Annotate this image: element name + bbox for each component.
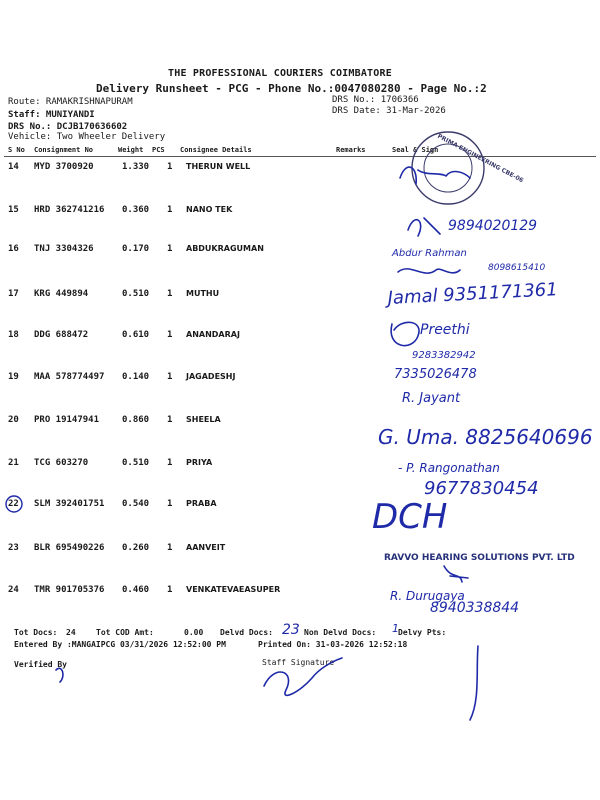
row-weight: 1.330 bbox=[122, 162, 150, 172]
row-pcs: 1 bbox=[167, 244, 173, 254]
row-consignee: MUTHU bbox=[186, 289, 220, 298]
handwriting-row18-phone: 9283382942 bbox=[412, 350, 476, 361]
row-sno: 19 bbox=[8, 372, 19, 382]
row-pcs: 1 bbox=[167, 543, 173, 553]
row-sno: 16 bbox=[8, 244, 19, 254]
prima-engineering-stamp bbox=[412, 132, 524, 204]
non-delvd-docs-label: Non Delvd Docs: bbox=[304, 628, 377, 637]
row-weight: 0.140 bbox=[122, 372, 150, 382]
row-consignee: NANO TEK bbox=[186, 205, 233, 214]
handwriting-row21-phone: 9677830454 bbox=[424, 478, 539, 499]
handwriting-row19-phone: 7335026478 bbox=[394, 367, 477, 382]
row-sno: 15 bbox=[8, 205, 19, 215]
staff-signature-label: Staff Signature bbox=[262, 658, 335, 667]
col-seal-sign: Seal & Sign bbox=[392, 146, 439, 154]
row-consignee: ABDUKRAGUMAN bbox=[186, 244, 264, 253]
row-consignment-no: KRG 449894 bbox=[34, 289, 89, 299]
staff-signature-mark bbox=[264, 658, 342, 695]
col-remarks: Remarks bbox=[336, 146, 366, 154]
row-consignee: AANVEIT bbox=[186, 543, 226, 552]
col-sno: S No bbox=[8, 146, 25, 154]
drs-number: DRS No.: DCJB170636602 bbox=[8, 122, 128, 132]
handwriting-row15: 9894020129 bbox=[448, 218, 538, 234]
row-pcs: 1 bbox=[167, 499, 173, 509]
row-consignee: PRIYA bbox=[186, 458, 213, 467]
row-pcs: 1 bbox=[167, 415, 173, 425]
company-stamp-row23: RAVVO HEARING SOLUTIONS PVT. LTD bbox=[384, 553, 575, 563]
row-pcs: 1 bbox=[167, 205, 173, 215]
row-pcs: 1 bbox=[167, 162, 173, 172]
row-sno: 20 bbox=[8, 415, 19, 425]
row-weight: 0.860 bbox=[122, 415, 150, 425]
row-consignee: SHEELA bbox=[186, 415, 221, 424]
row-sno: 21 bbox=[8, 458, 19, 468]
delvd-docs-label: Delvd Docs: bbox=[220, 628, 273, 637]
signature-row14 bbox=[400, 167, 470, 184]
stamp-ring-text: PRIMA ENGINEERING CBE-06 bbox=[436, 132, 525, 185]
col-weight: Weight bbox=[118, 146, 144, 154]
row-weight: 0.260 bbox=[122, 543, 150, 553]
delvy-pts-label: Delvy Pts: bbox=[398, 628, 447, 637]
handwriting-row16-name: Abdur Rahman bbox=[392, 248, 467, 259]
row-consignee: VENKATEVAEASUPER bbox=[186, 585, 281, 594]
row-pcs: 1 bbox=[167, 330, 173, 340]
row-consignment-no: MAA 578774497 bbox=[34, 372, 105, 382]
staff-info: Staff: MUNIYANDI bbox=[8, 110, 95, 120]
handwriting-row19-name: R. Jayant bbox=[402, 391, 461, 406]
route-info: Route: RAMAKRISHNAPURAM bbox=[8, 97, 133, 107]
verified-by-mark bbox=[56, 668, 63, 682]
signature-row16 bbox=[398, 269, 460, 273]
handwriting-row18-name: Preethi bbox=[420, 322, 470, 338]
vehicle-info: Vehicle: Two Wheeler Delivery bbox=[8, 132, 166, 142]
row-pcs: 1 bbox=[167, 372, 173, 382]
row-sno: 14 bbox=[8, 162, 19, 172]
handwriting-row24-name: R. Durugaya bbox=[390, 589, 465, 603]
row-consignment-no: DDG 688472 bbox=[34, 330, 89, 340]
signature-row15 bbox=[408, 218, 440, 236]
row-consignee: JAGADESHJ bbox=[186, 372, 236, 381]
row-consignee: THERUN WELL bbox=[186, 162, 251, 171]
row-consignment-no: BLR 695490226 bbox=[34, 543, 105, 553]
handwriting-row21-name: - P. Rangonathan bbox=[398, 461, 500, 475]
handwriting-row20: G. Uma. 8825640696 bbox=[378, 425, 593, 449]
row-weight: 0.610 bbox=[122, 330, 150, 340]
row-weight: 0.540 bbox=[122, 499, 150, 509]
handwriting-non-delvd-count: 1 bbox=[392, 622, 399, 635]
col-consignee: Consignee Details bbox=[180, 146, 252, 154]
row-pcs: 1 bbox=[167, 585, 173, 595]
row-sno: 22 bbox=[8, 499, 19, 509]
row-weight: 0.360 bbox=[122, 205, 150, 215]
signature-row18 bbox=[391, 322, 419, 345]
tot-cod-label: Tot COD Amt: bbox=[96, 628, 154, 637]
row-consignment-no: SLM 392401751 bbox=[34, 499, 105, 509]
row-consignee: ANANDARAJ bbox=[186, 330, 240, 339]
row-consignment-no: PRO 19147941 bbox=[34, 415, 100, 425]
runsheet-title: Delivery Runsheet - PCG - Phone No.:0047080280 - Page No.:2 bbox=[96, 82, 487, 95]
tot-docs-value: 24 bbox=[66, 628, 76, 637]
handwriting-row24-phone: 8940338844 bbox=[430, 600, 520, 616]
row-sno: 17 bbox=[8, 289, 19, 299]
row-consignment-no: TCG 603270 bbox=[34, 458, 89, 468]
handwriting-delvd-count: 23 bbox=[282, 622, 300, 638]
handwriting-row22: DCH bbox=[372, 497, 448, 537]
row-sno: 24 bbox=[8, 585, 19, 595]
signature-row23 bbox=[444, 566, 468, 582]
row-consignment-no: TNJ 3304326 bbox=[34, 244, 94, 254]
row-pcs: 1 bbox=[167, 289, 173, 299]
row-sno: 23 bbox=[8, 543, 19, 553]
company-name: THE PROFESSIONAL COURIERS COIMBATORE bbox=[168, 68, 392, 79]
drs-number-right: DRS No.: 1706366 bbox=[332, 95, 419, 105]
handwriting-row16-phone: 8098615410 bbox=[488, 263, 546, 273]
row-weight: 0.510 bbox=[122, 289, 150, 299]
col-pcs: PCS bbox=[152, 146, 165, 154]
entered-by: Entered By :MANGAIPCG 03/31/2026 12:52:00 PM bbox=[14, 640, 226, 649]
row-consignment-no: TMR 901705376 bbox=[34, 585, 105, 595]
verified-by: Verified By bbox=[14, 660, 67, 669]
tot-cod-value: 0.00 bbox=[184, 628, 204, 637]
row-pcs: 1 bbox=[167, 458, 173, 468]
handwriting-row17: Jamal 9351171361 bbox=[387, 279, 559, 309]
row-consignment-no: HRD 362741216 bbox=[34, 205, 105, 215]
row-consignee: PRABA bbox=[186, 499, 217, 508]
row22-circle-mark bbox=[6, 496, 22, 512]
row-weight: 0.460 bbox=[122, 585, 150, 595]
tot-docs-label: Tot Docs: bbox=[14, 628, 58, 637]
row-weight: 0.510 bbox=[122, 458, 150, 468]
printed-on: Printed On: 31-03-2026 12:52:18 bbox=[258, 640, 408, 649]
drs-date: DRS Date: 31-Mar-2026 bbox=[332, 106, 446, 116]
ink-stroke bbox=[470, 646, 478, 720]
col-consignment: Consignment No bbox=[34, 146, 94, 154]
row-weight: 0.170 bbox=[122, 244, 150, 254]
row-consignment-no: MYD 3700920 bbox=[34, 162, 94, 172]
row-sno: 18 bbox=[8, 330, 19, 340]
